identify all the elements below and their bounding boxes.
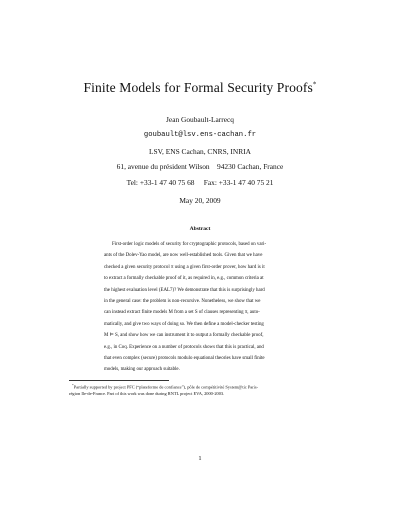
footnote-text: Partially supported by project PFC (“plateforme de confiance”), pôle de compétitivité System@tic Paris- — [73, 384, 259, 390]
footnote — [69, 382, 331, 398]
title-footnote-mark: * — [312, 80, 317, 89]
abstract-line: to extract a formally checkable proof of it, as required in, e.g., common criteria at — [104, 276, 264, 282]
author-address: 61, avenue du président Wilson 94230 Cachan, France — [116, 162, 284, 171]
paper-title — [0, 80, 400, 96]
author-name: Jean Goubault-Larrecq — [166, 115, 234, 124]
footnote-line: région Ile-de-France. Part of this work was done during RNTL project EVA, 2000-2003. — [69, 391, 225, 397]
footnote-mark: * — [72, 383, 74, 387]
abstract-line: that even complex (secure) protocols modulo equational theories have small finite — [104, 356, 265, 362]
abstract-heading: Abstract — [189, 226, 211, 232]
abstract-line: models, making our approach suitable. — [104, 367, 180, 373]
abstract-body — [104, 239, 298, 376]
footnote-rule — [69, 380, 169, 381]
abstract-line: the highest evaluation level (EAL7)? We demonstrate that this is surprisingly hard — [104, 287, 265, 293]
title-text: Finite Models for Formal Security Proofs — [83, 80, 313, 95]
abstract-line: in the general case: the problem is non-recursive. Nonetheless, we show that we — [104, 299, 261, 305]
page-number: 1 — [198, 455, 202, 462]
author-phone-fax: Tel: +33-1 47 40 75 68 Fax: +33-1 47 40 75 21 — [126, 178, 274, 187]
abstract-line: M ⊨ S, and show how we can instrument it to output a formally checkable proof, — [104, 333, 264, 339]
paper-date: May 20, 2009 — [179, 196, 221, 205]
abstract-line: e.g., in Coq. Experience on a number of protocols shows that this is practical, and — [104, 344, 264, 350]
abstract-line: can instead extract finite models M from a set S of clauses representing π, auto- — [104, 310, 260, 316]
abstract-line: First-order logic models of security for cryptographic protocols, based on vari- — [112, 242, 267, 247]
abstract-line: matically, and give two ways of doing so. We then define a model-checker testing — [104, 321, 264, 327]
abstract-line: ants of the Dolev-Yao model, are now well-established tools. Given that we have — [104, 253, 263, 259]
abstract-line: checked a given security protocol π using a given first-order prover, how hard is it — [104, 264, 265, 270]
footnote-line — [69, 382, 331, 391]
author-email: goubault@lsv.ens-cachan.fr — [143, 131, 257, 139]
author-affiliation: LSV, ENS Cachan, CNRS, INRIA — [149, 147, 251, 156]
